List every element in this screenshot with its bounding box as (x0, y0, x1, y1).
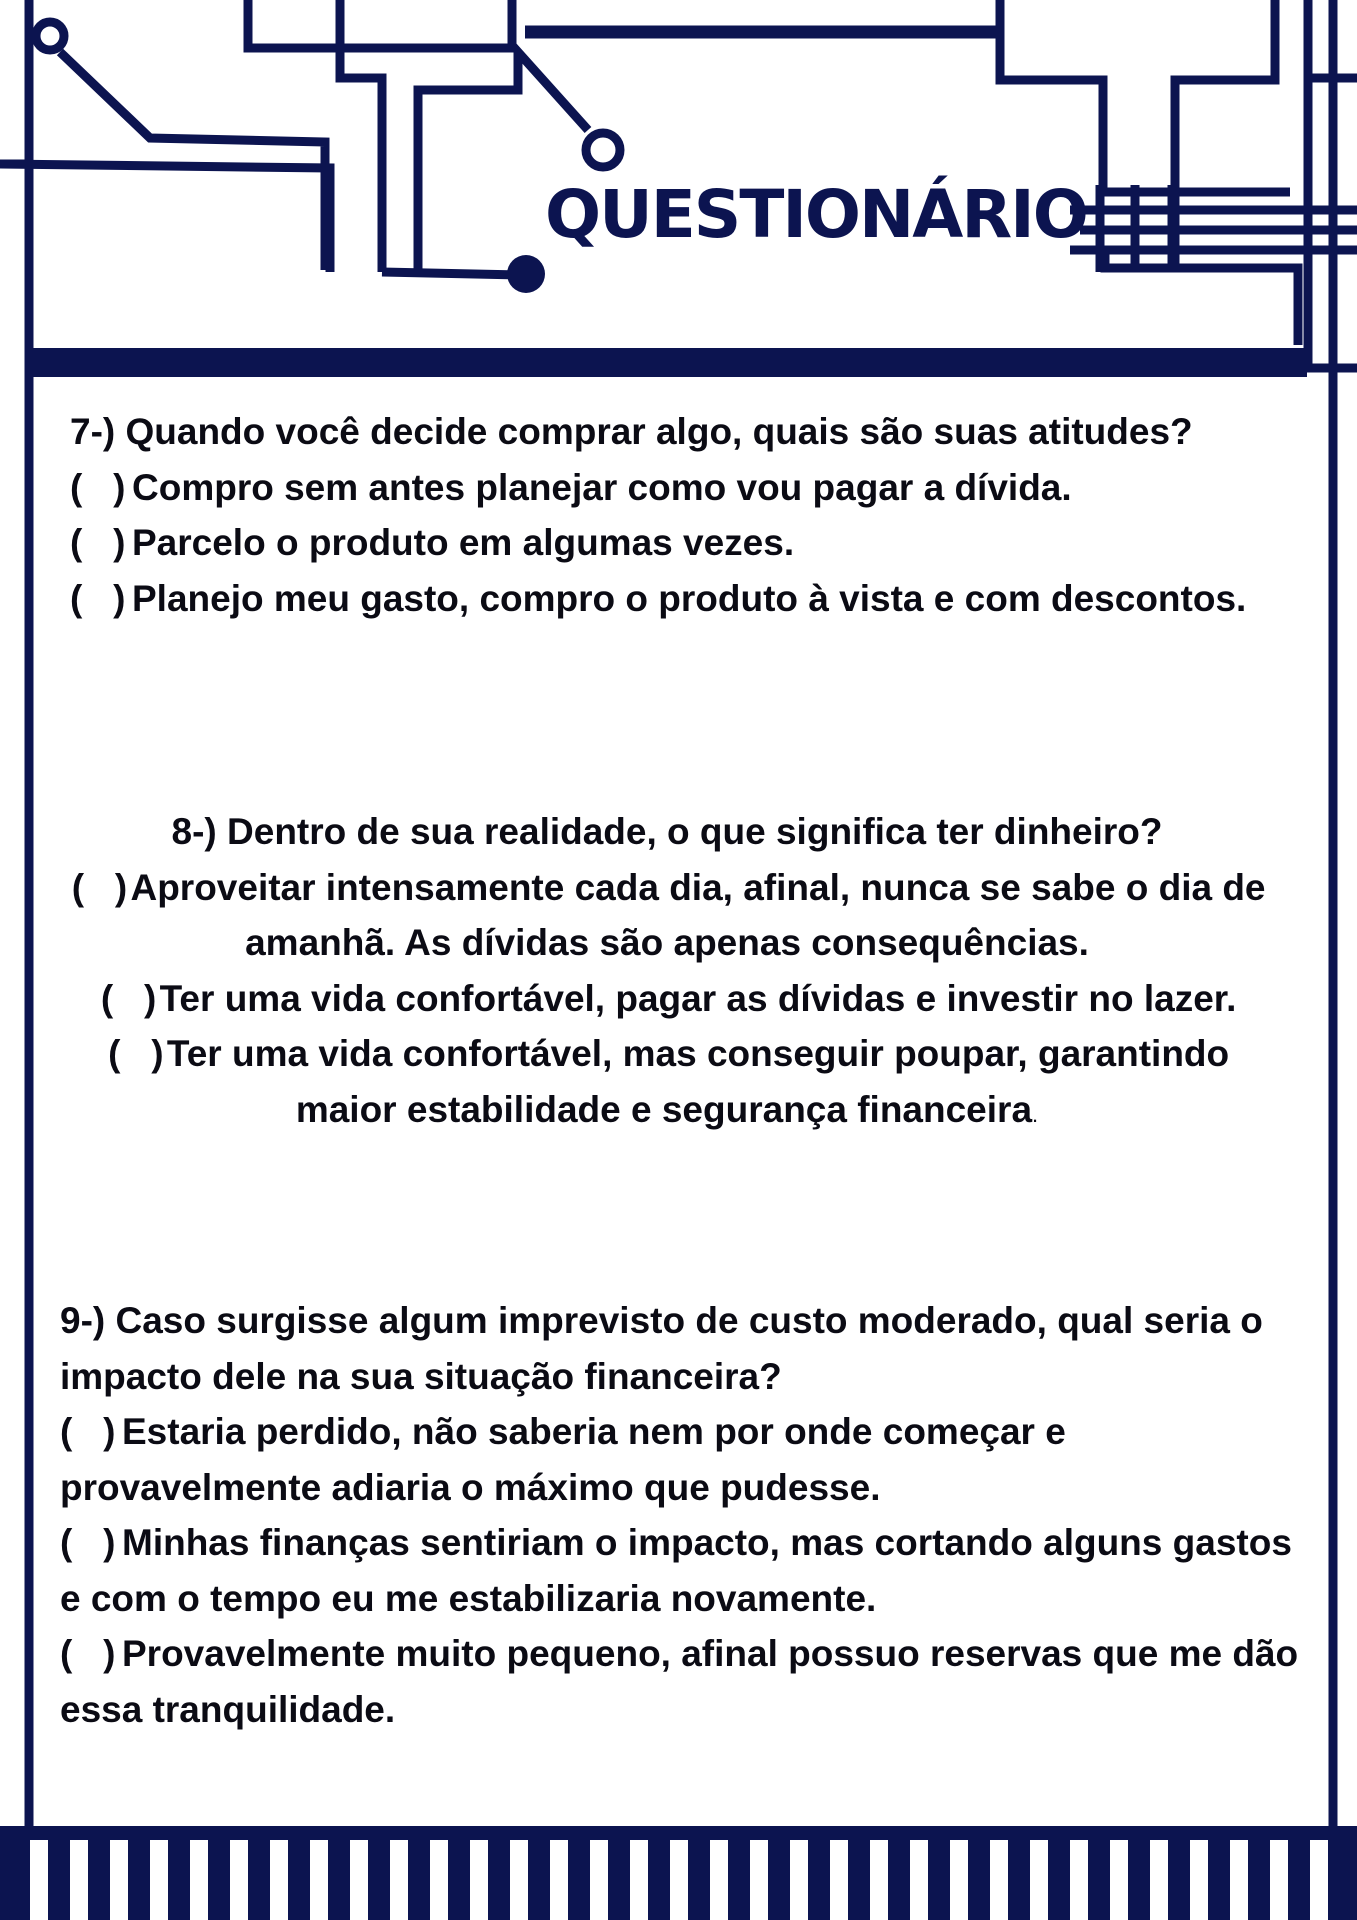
circuit-trace (248, 0, 512, 48)
checkbox-marker[interactable]: ( ) (70, 522, 126, 563)
option-text: Compro sem antes planejar como vou pagar a dívida. (132, 466, 1072, 508)
footer-stripes (0, 1840, 1357, 1920)
circuit-node (586, 133, 620, 167)
circuit-node (507, 255, 545, 293)
footer-bar (0, 1826, 1357, 1840)
answer-option[interactable] (62, 1026, 1272, 1142)
answer-option[interactable] (62, 971, 1272, 1027)
circuit-trace (382, 272, 520, 275)
checkbox-marker[interactable]: ( ) (60, 1522, 116, 1563)
circuit-node (36, 22, 64, 50)
answer-option[interactable] (60, 1515, 1300, 1626)
answer-option[interactable] (70, 515, 1290, 571)
checkbox-marker[interactable]: ( ) (60, 1411, 116, 1452)
answer-option[interactable] (70, 571, 1290, 627)
question-9 (60, 1293, 1300, 1737)
option-text: Planejo meu gasto, compro o produto à vista e com descontos. (132, 577, 1247, 619)
question-prompt: 7-) Quando você decide comprar algo, quais são suas atitudes? (70, 411, 1193, 452)
circuit-trace (1105, 250, 1298, 345)
answer-option[interactable] (60, 1626, 1300, 1737)
option-text: Aproveitar intensamente cada dia, afinal, nunca se sabe o dia de amanhã. As dívidas são apenas consequências. (130, 866, 1266, 963)
option-text: Ter uma vida confortável, mas conseguir poupar, garantindo maior estabilidade e segurança financeira (166, 1033, 1230, 1130)
option-text: Estaria perdido, não saberia nem por onde começar e provavelmente adiaria o máximo que pudesse. (60, 1411, 1066, 1508)
circuit-trace (0, 164, 330, 272)
option-text: Minhas finanças sentiriam o impacto, mas cortando alguns gastos e com o tempo eu me estabilizaria novamente. (60, 1522, 1292, 1619)
checkbox-marker[interactable]: ( ) (108, 1033, 164, 1074)
answer-option[interactable] (70, 460, 1290, 516)
checkbox-marker[interactable]: ( ) (70, 466, 126, 508)
page-title: QUESTIONÁRIO (545, 176, 1087, 253)
question-7 (70, 404, 1290, 626)
circuit-trace (1000, 0, 1290, 192)
checkbox-marker[interactable]: ( ) (70, 577, 126, 619)
circuit-trace (340, 0, 382, 272)
checkbox-marker[interactable]: ( ) (100, 977, 157, 1019)
header-divider (29, 348, 1307, 377)
checkbox-marker[interactable]: ( ) (71, 866, 128, 908)
question-prompt: 8-) Dentro de sua realidade, o que significa ter dinheiro? (171, 811, 1163, 852)
option-text: Ter uma vida confortável, pagar as dívidas e investir no lazer. (159, 977, 1237, 1019)
answer-option[interactable] (60, 1404, 1300, 1515)
question-prompt: 9-) Caso surgisse algum imprevisto de custo moderado, qual seria o impacto dele na sua situação financeira? (60, 1300, 1263, 1397)
option-text: Provavelmente muito pequeno, afinal possuo reservas que me dão essa tranquilidade. (60, 1633, 1299, 1730)
answer-option[interactable] (62, 860, 1272, 971)
option-trailing-period: . (1032, 1101, 1039, 1127)
option-text: Parcelo o produto em algumas vezes. (132, 522, 795, 563)
checkbox-marker[interactable]: ( ) (60, 1633, 116, 1674)
question-8 (62, 804, 1272, 1142)
